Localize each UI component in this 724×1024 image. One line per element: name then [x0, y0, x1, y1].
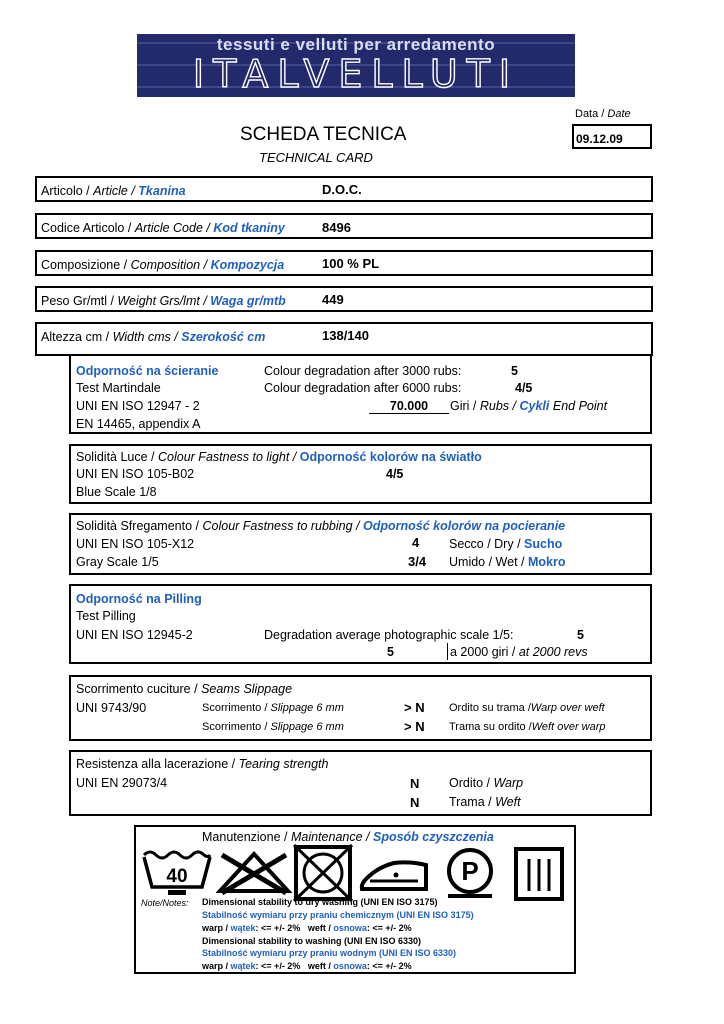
- degradation-6000: Colour degradation after 6000 rubs:: [264, 381, 462, 395]
- company-logo: [137, 34, 575, 97]
- field-value: 8496: [322, 220, 351, 235]
- field-label: Altezza cm / Width cms / Szerokość cm: [41, 330, 266, 344]
- logo-tagline: tessuti e velluti per arredamento: [216, 35, 496, 54]
- tearing-standard: UNI EN 29073/4: [76, 776, 168, 790]
- notes-label: Note/Notes:: [141, 898, 189, 908]
- rubbing-scale: Gray Scale 1/5: [76, 555, 159, 569]
- tearing-row2-label: Trama / Weft: [449, 795, 521, 809]
- pilling-section: [69, 584, 652, 664]
- svg-text:P: P: [461, 856, 479, 886]
- rubs-value: 70.000: [369, 399, 449, 414]
- seams-row1-direction: Ordito su trama /Warp over weft: [449, 702, 605, 714]
- dry-clean-p-icon: [434, 847, 506, 899]
- abrasion-section: [69, 356, 652, 434]
- seams-row2-label: Scorrimento / Slippage 6 mm: [202, 721, 344, 733]
- field-width: [35, 322, 653, 356]
- tearing-row1-label: Ordito / Warp: [449, 776, 524, 790]
- wet-label: Umido / Wet / Mokro: [449, 555, 566, 569]
- field-article: [35, 176, 653, 202]
- field-article-code: [35, 213, 653, 239]
- pilling-test: Test Pilling: [76, 609, 136, 623]
- pilling-standard: UNI EN ISO 12945-2: [76, 628, 193, 642]
- light-title: Solidità Luce / Colour Fastness to light / Odporność kolorów na światło: [76, 450, 482, 464]
- rubbing-title: Solidità Sfregamento / Colour Fastness to rubbing / Odporność kolorów na pocieranie: [76, 519, 566, 533]
- page-subtitle: TECHNICAL CARD: [259, 150, 373, 165]
- degradation-3000-value: 5: [511, 364, 518, 378]
- field-composition: [35, 250, 653, 276]
- seams-slippage-section: [69, 675, 652, 741]
- abrasion-standard: UNI EN ISO 12947 - 2: [76, 399, 200, 413]
- seams-row1-label: Scorrimento / Slippage 6 mm: [202, 702, 344, 714]
- pilling-revs-value: 5: [387, 645, 394, 659]
- pilling-degradation: Degradation average photographic scale 1/5:: [264, 628, 514, 642]
- rubs-label: Giri / Rubs / Cykli End Point: [450, 399, 608, 413]
- light-fastness-section: [69, 444, 652, 504]
- line-dry-icon: [512, 845, 566, 903]
- dry-value: 4: [412, 535, 420, 550]
- wet-value: 3/4: [408, 554, 427, 569]
- cell-divider: [447, 643, 448, 660]
- field-value: D.O.C.: [322, 182, 362, 197]
- pilling-degradation-value: 5: [577, 628, 584, 642]
- note-dry-wash: Dimensional stability to dry washing (UNI EN ISO 3175): [202, 897, 438, 907]
- rubbing-standard: UNI EN ISO 105-X12: [76, 537, 195, 551]
- degradation-6000-value: 4/5: [515, 381, 533, 395]
- abrasion-test: Test Martindale: [76, 381, 161, 395]
- dry-label: Secco / Dry / Sucho: [449, 537, 563, 551]
- field-label: Peso Gr/mtl / Weight Grs/lmt / Waga gr/mtb: [41, 294, 286, 308]
- light-scale: Blue Scale 1/8: [76, 485, 157, 499]
- field-label: Articolo / Article / Tkanina: [41, 184, 186, 198]
- note-wash-pl: Stabilność wymiaru przy praniu wodnym (UNI EN ISO 6330): [202, 948, 457, 958]
- no-bleach-icon: [216, 851, 292, 895]
- pilling-revs-label: a 2000 giri / at 2000 revs: [450, 645, 588, 659]
- wash-40-icon: [140, 847, 214, 897]
- seams-row2-value: > N: [404, 719, 425, 734]
- date-value: 09.12.09: [576, 132, 623, 146]
- abrasion-title: Odporność na ścieranie: [76, 364, 219, 378]
- field-value: 100 % PL: [322, 256, 380, 271]
- degradation-3000: Colour degradation after 3000 rubs:: [264, 364, 462, 378]
- care-section: [134, 825, 576, 974]
- pilling-title: Odporność na Pilling: [76, 592, 202, 606]
- tearing-row1-value: N: [410, 776, 420, 791]
- field-label: Composizione / Composition / Kompozycja: [41, 258, 285, 272]
- care-title: Manutenzione / Maintenance / Sposób czyszczenia: [202, 830, 494, 844]
- page-title: SCHEDA TECNICA: [240, 124, 407, 145]
- field-value: 449: [322, 292, 344, 307]
- note-dry-wash-values: warp / wątek: <= +/- 2% weft / osnowa: <= +/- 2%: [202, 923, 412, 933]
- seams-row1-value: > N: [404, 700, 425, 715]
- note-wash-values: warp / wątek: <= +/- 2% weft / osnowa: <= +/- 2%: [202, 961, 412, 971]
- field-label: Codice Articolo / Article Code / Kod tkaniny: [41, 221, 285, 235]
- seams-row2-direction: Trama su ordito /Weft over warp: [449, 721, 606, 733]
- note-wash: Dimensional stability to washing (UNI EN ISO 6330): [202, 936, 422, 946]
- wash-temp-label: 40: [166, 866, 188, 887]
- light-standard: UNI EN ISO 105-B02: [76, 467, 195, 481]
- seams-standard: UNI 9743/90: [76, 701, 147, 715]
- note-dry-wash-pl: Stabilność wymiaru przy praniu chemicznym (UNI EN ISO 3175): [202, 910, 474, 920]
- tearing-row2-value: N: [410, 795, 420, 810]
- date-box: [572, 124, 652, 149]
- tearing-title: Resistenza alla lacerazione / Tearing strength: [76, 757, 329, 771]
- iron-low-icon: [358, 857, 430, 893]
- field-weight: [35, 286, 653, 312]
- logo-brand: ITALVELLUTI: [192, 52, 520, 96]
- rubbing-fastness-section: [69, 513, 652, 575]
- tearing-strength-section: [69, 750, 652, 816]
- abrasion-standard-2: EN 14465, appendix A: [76, 417, 201, 431]
- no-tumble-dry-icon: [292, 843, 354, 903]
- light-value: 4/5: [386, 467, 404, 481]
- date-label: Data / Date: [575, 108, 631, 120]
- seams-title: Scorrimento cuciture / Seams Slippage: [76, 682, 293, 696]
- field-value: 138/140: [322, 328, 369, 343]
